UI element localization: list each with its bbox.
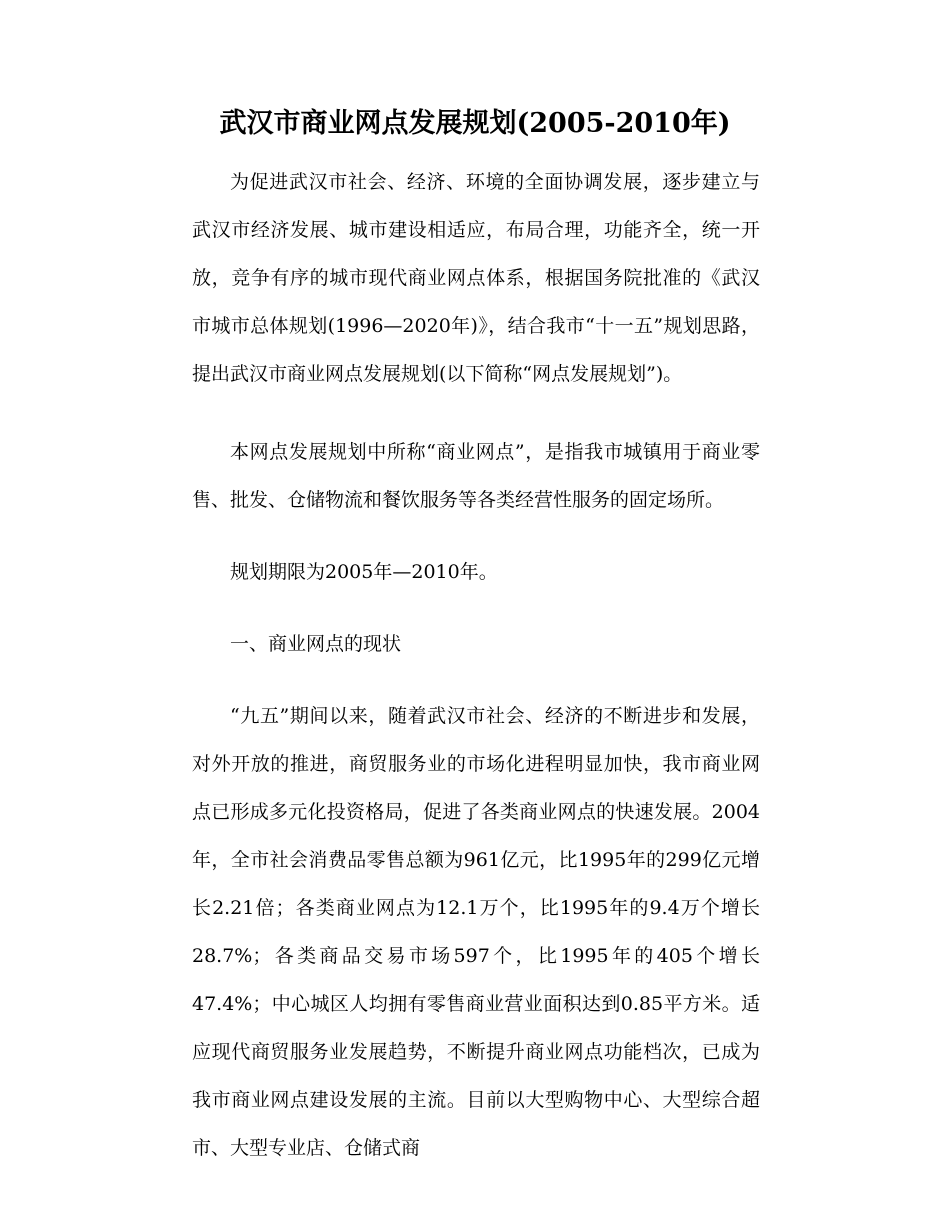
section-heading-status: 一、商业网点的现状 [230,633,402,655]
document-title: 武汉市商业网点发展规划(2005-2010年) [219,108,731,139]
paragraph-introduction: 为促进武汉市社会、经济、环境的全面协调发展，逐步建立与武汉市经济发展、城市建设相适应，布局合理，功能齐全，统一开放，竞争有序的城市现代商业网点体系，根据国务院批准的《武汉市城市总体规划(1996—2020年)》，结合我市“十一五”规划思路，提出武汉市商业网点发展规划(以下简称“网点发展规划”)。 [192,171,760,385]
paragraph-definition: 本网点发展规划中所称“商业网点”，是指我市城镇用于商业零售、批发、仓储物流和餐饮服务等各类经营性服务的固定场所。 [192,441,760,511]
paragraph-period: 规划期限为2005年—2010年。 [230,561,498,583]
paragraph-status: “九五”期间以来，随着武汉市社会、经济的不断进步和发展，对外开放的推进，商贸服务业的市场化进程明显加快，我市商业网点已形成多元化投资格局，促进了各类商业网点的快速发展。2004年，全市社会消费品零售总额为961亿元，比1995年的299亿元增长2.21倍；各类商业网点为12.1万个，比1995年的9.4万个增长28.7%；各类商品交易市场597个，比1995年的405个增长47.4%；中心城区人均拥有零售商业营业面积达到0.85平方米。适应现代商贸服务业发展趋势，不断提升商业网点功能档次，已成为我市商业网点建设发展的主流。目前以大型购物中心、大型综合超市、大型专业店、仓储式商 [192,705,760,1159]
